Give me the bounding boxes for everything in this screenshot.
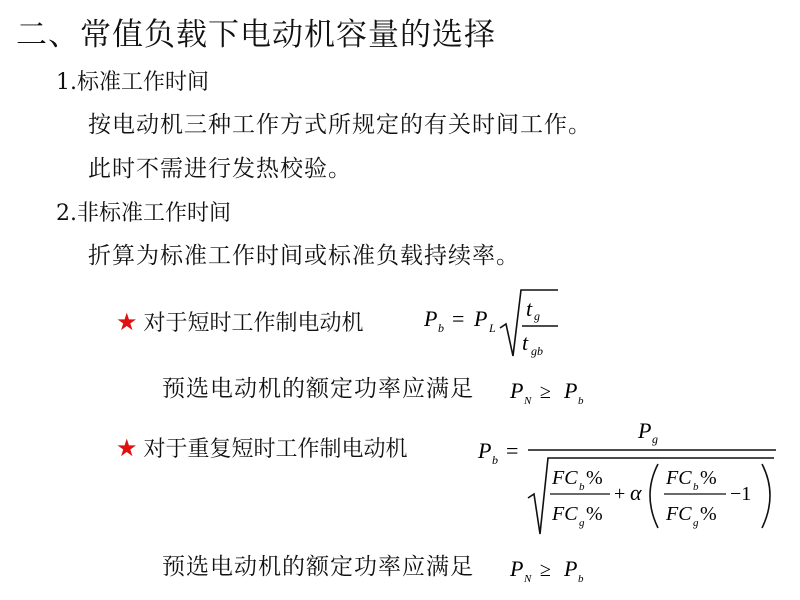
formula-1-sub-g: g — [534, 309, 540, 323]
svg-text:N: N — [524, 573, 532, 585]
star-icon: ★ — [116, 434, 138, 462]
formula-2-right-paren — [762, 464, 770, 528]
formula-1-sub-L: L — [489, 321, 496, 335]
formula-1-sub-b: b — [438, 321, 444, 335]
svg-text:≥: ≥ — [540, 381, 551, 403]
section-2-line-1: 折算为标准工作时间或标准负载持续率。 — [88, 243, 520, 269]
item-2-note — [162, 556, 474, 579]
svg-text:+: + — [614, 483, 626, 505]
svg-text:b: b — [492, 453, 498, 467]
svg-text:FC: FC — [666, 467, 692, 489]
svg-text:g: g — [652, 432, 658, 446]
svg-text:b: b — [579, 481, 585, 493]
svg-text:FC: FC — [666, 503, 692, 525]
svg-text:FC: FC — [552, 467, 578, 489]
formula-1-sub-gb: gb — [531, 344, 543, 358]
condition-2 — [508, 548, 608, 588]
svg-text:%: % — [700, 503, 717, 525]
item-1-row — [116, 310, 364, 335]
svg-text:g: g — [579, 517, 585, 529]
svg-text:−1: −1 — [730, 483, 752, 505]
section-2-title: 非标准工作时间 — [77, 201, 232, 226]
formula-1-equals: = — [452, 306, 465, 331]
formula-short-time — [420, 284, 570, 364]
svg-text:N: N — [524, 395, 532, 407]
item-1-note-text: 预选电动机的额定功率应满足 — [162, 376, 474, 402]
svg-text:%: % — [586, 467, 603, 489]
svg-text:P: P — [478, 438, 492, 463]
svg-text:g: g — [693, 517, 699, 529]
formula-1-t2: t — [522, 330, 529, 355]
item-2-label: 对于重复短时工作制电动机 — [143, 437, 408, 462]
formula-1-P2: P — [474, 306, 488, 331]
star-icon: ★ — [116, 308, 138, 336]
svg-text:%: % — [700, 467, 717, 489]
item-1-label: 对于短时工作制电动机 — [143, 311, 364, 336]
formula-2-left-paren — [650, 464, 658, 528]
formula-1-P: P — [424, 306, 438, 331]
item-1-note — [162, 378, 474, 401]
svg-text:b: b — [693, 481, 699, 493]
section-1-title: 标准工作时间 — [77, 70, 210, 95]
svg-text:P: P — [510, 378, 524, 403]
svg-text:%: % — [586, 503, 603, 525]
svg-text:b: b — [578, 395, 584, 407]
svg-text:≥: ≥ — [540, 559, 551, 581]
svg-text:α: α — [630, 480, 642, 505]
svg-text:=: = — [506, 438, 519, 463]
svg-text:P: P — [564, 556, 578, 581]
section-1-line-1: 按电动机三种工作方式所规定的有关时间工作。 — [88, 112, 592, 138]
svg-text:FC: FC — [552, 503, 578, 525]
svg-text:P: P — [638, 418, 652, 443]
formula-1-t: t — [526, 296, 533, 321]
section-1-number: 1. — [56, 70, 77, 95]
item-2-note-text: 预选电动机的额定功率应满足 — [162, 554, 474, 580]
section-2-heading — [56, 203, 231, 225]
section-2-number: 2. — [56, 201, 77, 226]
item-2-row — [116, 436, 408, 461]
svg-text:b: b — [578, 573, 584, 585]
section-1-heading — [56, 72, 209, 94]
condition-1 — [508, 370, 608, 410]
formula-intermittent — [476, 412, 780, 538]
svg-text:P: P — [510, 556, 524, 581]
section-1-line-2: 此时不需进行发热校验。 — [88, 156, 352, 182]
svg-text:P: P — [564, 378, 578, 403]
slide-title: 二、常值负载下电动机容量的选择 — [16, 17, 496, 53]
